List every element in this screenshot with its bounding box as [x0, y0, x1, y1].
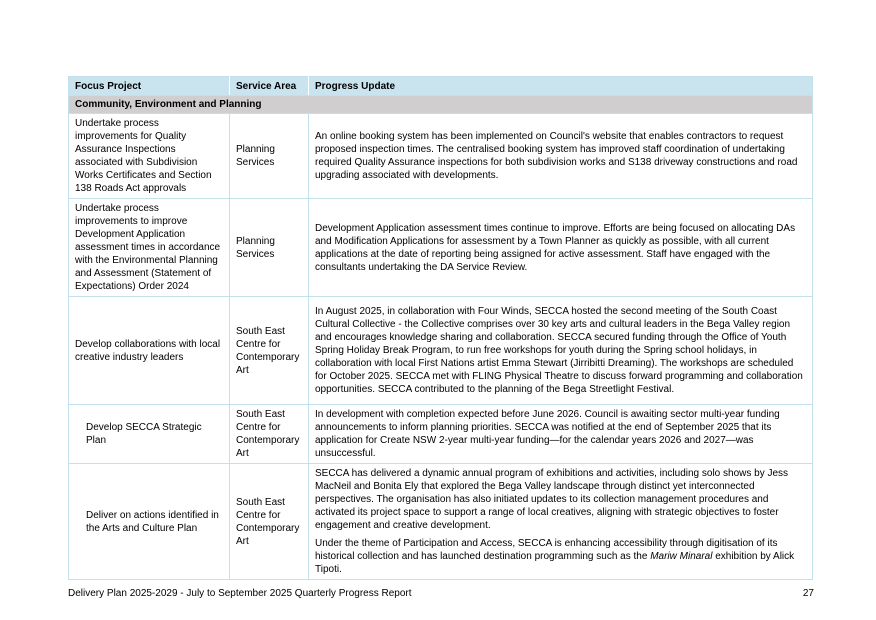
- progress-report-table: [68, 76, 813, 580]
- column-header-service-area: Service Area: [230, 77, 309, 96]
- focus-project-cell: Undertake process improvements to improve Development Application assessment times in accordance with the Environmental Planning and Assessment (Statement of Expectations) Order 2024: [69, 199, 230, 297]
- column-header-progress-update: Progress Update: [309, 77, 813, 96]
- footer-report-title: Delivery Plan 2025-2029 - July to September 2025 Quarterly Progress Report: [68, 588, 412, 599]
- focus-project-cell: Develop collaborations with local creative industry leaders: [69, 297, 230, 405]
- progress-paragraph: Under the theme of Participation and Access, SECCA is enhancing accessibility through digitisation of its historical collection and has launched destination programming such as the Mariw Minaral exhibition by Alick Tipoti.: [315, 538, 795, 575]
- table-row: [69, 297, 813, 405]
- progress-update-cell: In August 2025, in collaboration with Four Winds, SECCA hosted the second meeting of the South Coast Cultural Collective - the Collective comprises over 30 key arts and cultural leaders in the Bega Valley region and encourages knowledge sharing and collaboration. SECCA secured funding through the Office of Youth Spring Holiday Break Program, to run free workshops for youth during the Spring school holidays, in collaboration with local First Nations artist Emma Stewart (Jirribitti Dreaming). The workshops are scheduled for October 2025. SECCA met with FLING Physical Theatre to discuss forward programming and collaboration opportunities. SECCA contributed to the planning of the Bega Streetlight Festival.: [309, 297, 813, 405]
- section-header-row: [69, 96, 813, 114]
- focus-project-cell: Develop SECCA Strategic Plan: [69, 405, 230, 464]
- progress-update-cell: An online booking system has been implemented on Council's website that enables contractors to request proposed inspection times. The centralised booking system has improved staff coordination of undertaking required Quality Assurance inspections for both subdivision works and S138 driveway constructions and road upgrading associated with developments.: [309, 114, 813, 199]
- service-area-cell: South East Centre for Contemporary Art: [230, 464, 309, 580]
- exhibition-title: Mariw Minaral: [650, 551, 713, 562]
- focus-project-cell: Undertake process improvements for Quality Assurance Inspections associated with Subdivision Works Certificates and Section 138 Roads Act approvals: [69, 114, 230, 199]
- progress-update-cell: [309, 464, 813, 580]
- progress-update-cell: Development Application assessment times continue to improve. Efforts are being focused on allocating DAs and Modification Applications for assessment by a Town Planner as quickly as possible, with all current applications at the date of reporting being assigned for active assessment. Staff have engaged with the consultants undertaking the DA Service Review.: [309, 199, 813, 297]
- focus-project-cell: Deliver on actions identified in the Arts and Culture Plan: [69, 464, 230, 580]
- page-footer: [68, 588, 814, 600]
- section-title: Community, Environment and Planning: [69, 96, 813, 114]
- footer-page-number: 27: [802, 588, 814, 599]
- table-header-row: [69, 77, 813, 96]
- progress-update-cell: In development with completion expected before June 2026. Council is awaiting sector multi-year funding announcements to inform planning priorities. SECCA was notified at the end of September 2025 that its application for Create NSW 2-year multi-year funding—for the calendar years 2026 and 2027—was unsuccessful.: [309, 405, 813, 464]
- service-area-cell: South East Centre for Contemporary Art: [230, 297, 309, 405]
- table-row: [69, 114, 813, 199]
- table-row: [69, 464, 813, 580]
- service-area-cell: South East Centre for Contemporary Art: [230, 405, 309, 464]
- table-row: [69, 405, 813, 464]
- service-area-cell: Planning Services: [230, 199, 309, 297]
- column-header-focus-project: Focus Project: [69, 77, 230, 96]
- service-area-cell: Planning Services: [230, 114, 309, 199]
- table-row: [69, 199, 813, 297]
- progress-paragraph: SECCA has delivered a dynamic annual program of exhibitions and activities, including solo shows by Jess MacNeil and Bonita Ely that explored the Bega Valley landscape through distinct yet interconnected perspectives. The organisation has also initiated updates to its collection management procedures and activated its project space to support a range of local creatives, aligning with strategic objectives to foster engagement and creative development.: [315, 468, 789, 531]
